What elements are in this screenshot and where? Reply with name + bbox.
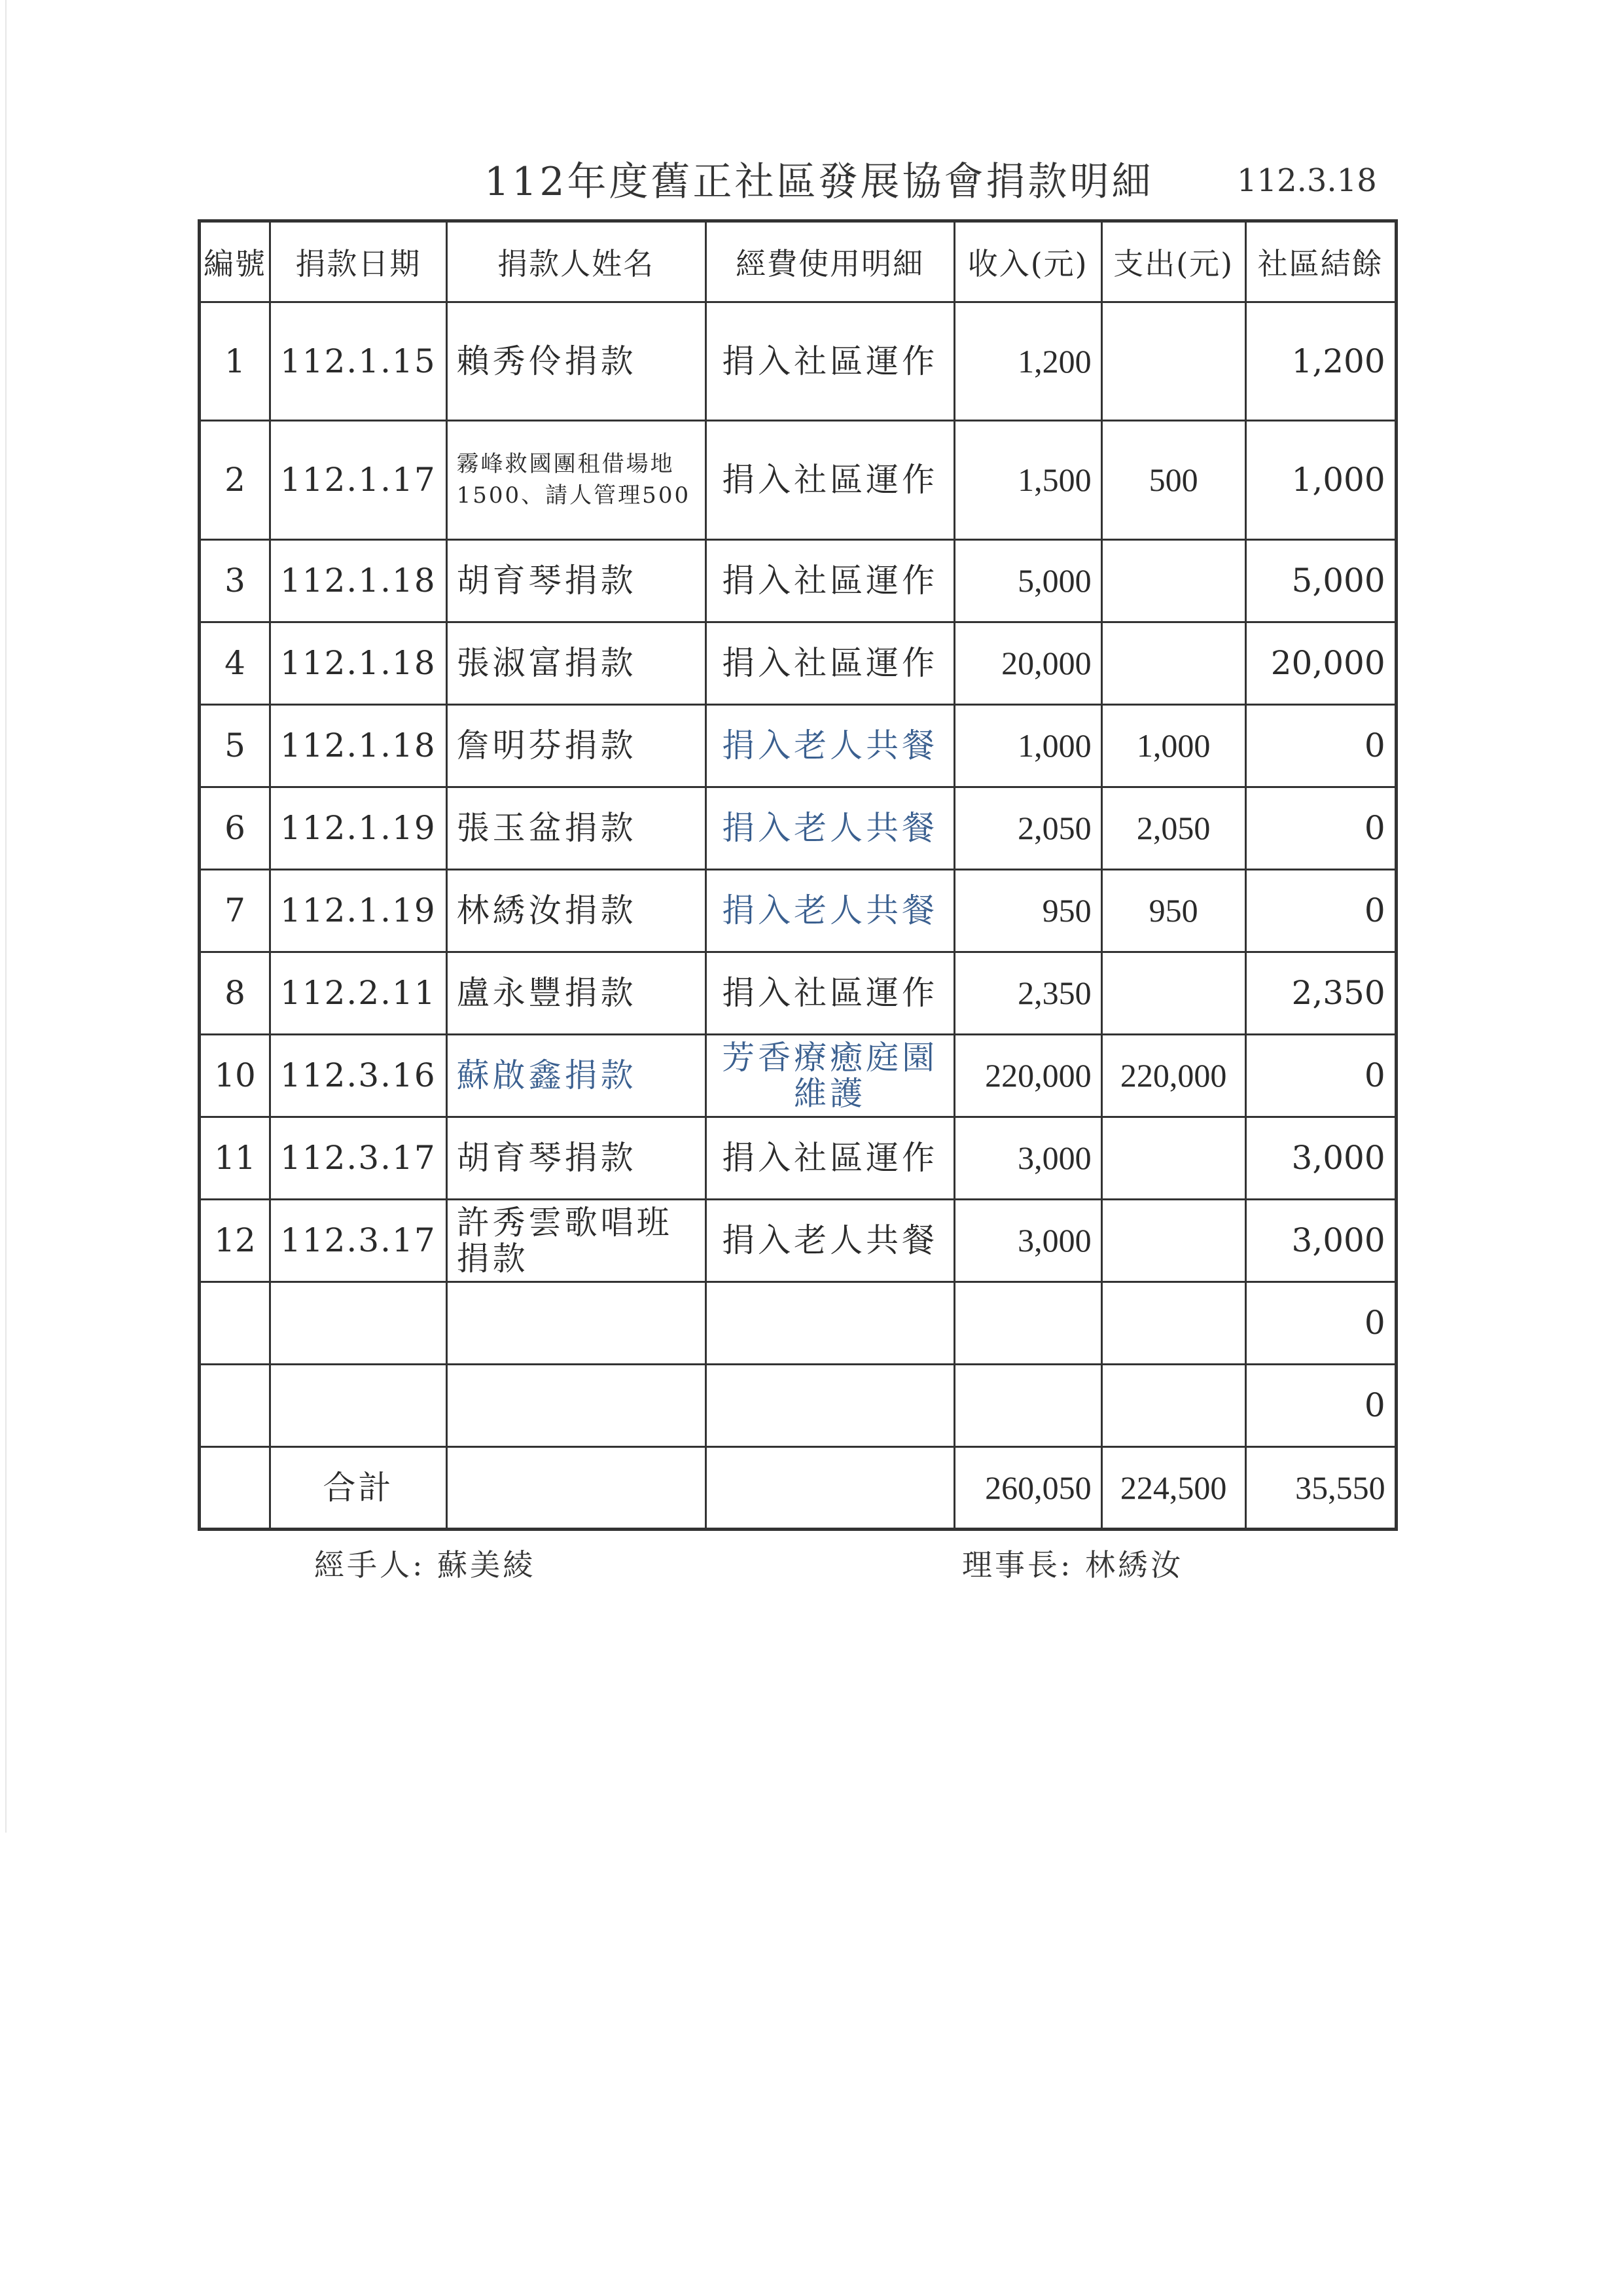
header-balance: 社區結餘 — [1245, 221, 1396, 302]
header-no: 編號 — [200, 221, 270, 302]
row-expense — [1101, 1282, 1245, 1365]
table-row — [200, 787, 1397, 870]
row-usage: 捐入社區運作 — [705, 952, 954, 1035]
document-date: 112.3.18 — [1237, 162, 1377, 199]
row-date: 112.2.11 — [270, 952, 447, 1035]
row-expense: 500 — [1101, 421, 1245, 540]
row-expense — [1101, 1117, 1245, 1200]
row-expense: 1,000 — [1101, 705, 1245, 787]
row-income: 1,500 — [954, 421, 1101, 540]
table-row — [200, 705, 1397, 787]
row-no: 5 — [200, 705, 270, 787]
row-balance: 3,000 — [1245, 1200, 1396, 1282]
row-balance: 1,000 — [1245, 421, 1396, 540]
table-row — [200, 302, 1397, 421]
header-income: 收入(元) — [954, 221, 1101, 302]
row-balance: 0 — [1245, 1282, 1396, 1365]
document-title: 112年度舊正社區發展協會捐款明細 — [484, 159, 1154, 205]
row-no: 3 — [200, 540, 270, 622]
row-expense: 2,050 — [1101, 787, 1245, 870]
row-date — [270, 1282, 447, 1365]
row-usage: 捐入老人共餐 — [705, 705, 954, 787]
row-usage: 芳香療癒庭園維護 — [705, 1035, 954, 1117]
row-date: 112.1.18 — [270, 622, 447, 705]
row-date: 112.3.17 — [270, 1200, 447, 1282]
row-usage — [705, 1282, 954, 1365]
row-income — [954, 1282, 1101, 1365]
total-expense: 224,500 — [1101, 1447, 1245, 1530]
row-balance: 5,000 — [1245, 540, 1396, 622]
row-name: 霧峰救國團租借場地1500、請人管理500 — [446, 421, 705, 540]
row-usage: 捐入社區運作 — [705, 302, 954, 421]
row-name: 胡育琴捐款 — [446, 1117, 705, 1200]
row-income: 220,000 — [954, 1035, 1101, 1117]
row-usage — [705, 1365, 954, 1447]
table-row — [200, 870, 1397, 952]
row-no: 7 — [200, 870, 270, 952]
row-balance: 2,350 — [1245, 952, 1396, 1035]
header-expense: 支出(元) — [1101, 221, 1245, 302]
row-date — [270, 1365, 447, 1447]
row-expense — [1101, 302, 1245, 421]
donation-table — [198, 219, 1398, 1531]
table-row — [200, 1117, 1397, 1200]
row-name: 賴秀伶捐款 — [446, 302, 705, 421]
row-expense — [1101, 1365, 1245, 1447]
row-no: 1 — [200, 302, 270, 421]
row-balance: 1,200 — [1245, 302, 1396, 421]
row-date: 112.1.18 — [270, 705, 447, 787]
row-usage: 捐入社區運作 — [705, 622, 954, 705]
row-expense — [1101, 952, 1245, 1035]
total-label: 合計 — [270, 1447, 447, 1530]
row-expense: 220,000 — [1101, 1035, 1245, 1117]
row-balance: 0 — [1245, 870, 1396, 952]
row-expense: 950 — [1101, 870, 1245, 952]
row-income: 20,000 — [954, 622, 1101, 705]
row-date: 112.1.15 — [270, 302, 447, 421]
row-income: 950 — [954, 870, 1101, 952]
row-name: 張玉盆捐款 — [446, 787, 705, 870]
row-income — [954, 1365, 1101, 1447]
row-income: 2,050 — [954, 787, 1101, 870]
row-balance: 0 — [1245, 705, 1396, 787]
row-usage: 捐入社區運作 — [705, 421, 954, 540]
scan-edge-line — [5, 0, 7, 1833]
row-name: 張淑富捐款 — [446, 622, 705, 705]
row-date: 112.1.19 — [270, 787, 447, 870]
header-date: 捐款日期 — [270, 221, 447, 302]
row-income: 1,200 — [954, 302, 1101, 421]
row-expense — [1101, 622, 1245, 705]
row-usage: 捐入老人共餐 — [705, 787, 954, 870]
row-usage: 捐入社區運作 — [705, 540, 954, 622]
table-row — [200, 1365, 1397, 1447]
row-balance: 0 — [1245, 1035, 1396, 1117]
row-no: 4 — [200, 622, 270, 705]
row-name — [446, 1365, 705, 1447]
row-name: 盧永豐捐款 — [446, 952, 705, 1035]
row-date: 112.1.18 — [270, 540, 447, 622]
row-date: 112.1.17 — [270, 421, 447, 540]
row-no — [200, 1282, 270, 1365]
table-row — [200, 952, 1397, 1035]
row-income: 5,000 — [954, 540, 1101, 622]
row-usage: 捐入社區運作 — [705, 1117, 954, 1200]
header-usage: 經費使用明細 — [705, 221, 954, 302]
row-balance: 0 — [1245, 1365, 1396, 1447]
header-name: 捐款人姓名 — [446, 221, 705, 302]
table-row — [200, 1200, 1397, 1282]
row-name: 許秀雲歌唱班捐款 — [446, 1200, 705, 1282]
total-balance: 35,550 — [1245, 1447, 1396, 1530]
row-no: 6 — [200, 787, 270, 870]
row-date: 112.3.16 — [270, 1035, 447, 1117]
row-no: 8 — [200, 952, 270, 1035]
row-income: 1,000 — [954, 705, 1101, 787]
row-balance: 20,000 — [1245, 622, 1396, 705]
row-income: 3,000 — [954, 1200, 1101, 1282]
table-row — [200, 421, 1397, 540]
table-total-row — [200, 1447, 1397, 1530]
row-no: 2 — [200, 421, 270, 540]
row-usage: 捐入老人共餐 — [705, 870, 954, 952]
row-expense — [1101, 1200, 1245, 1282]
table-row — [200, 1035, 1397, 1117]
row-name — [446, 1282, 705, 1365]
row-balance: 0 — [1245, 787, 1396, 870]
total-usage-cell — [705, 1447, 954, 1530]
total-no-cell — [200, 1447, 270, 1530]
table-header-row — [200, 221, 1397, 302]
row-date: 112.1.19 — [270, 870, 447, 952]
handler-signature: 經手人: 蘇美綾 — [314, 1547, 536, 1583]
row-name: 詹明芬捐款 — [446, 705, 705, 787]
row-name: 胡育琴捐款 — [446, 540, 705, 622]
row-no: 12 — [200, 1200, 270, 1282]
row-expense — [1101, 540, 1245, 622]
row-no: 10 — [200, 1035, 270, 1117]
row-no: 11 — [200, 1117, 270, 1200]
row-usage: 捐入老人共餐 — [705, 1200, 954, 1282]
row-no — [200, 1365, 270, 1447]
row-income: 3,000 — [954, 1117, 1101, 1200]
table-row — [200, 1282, 1397, 1365]
row-date: 112.3.17 — [270, 1117, 447, 1200]
table-row — [200, 622, 1397, 705]
row-balance: 3,000 — [1245, 1117, 1396, 1200]
row-name: 林綉汝捐款 — [446, 870, 705, 952]
table-row — [200, 540, 1397, 622]
row-income: 2,350 — [954, 952, 1101, 1035]
row-name: 蘇啟鑫捐款 — [446, 1035, 705, 1117]
total-name-cell — [446, 1447, 705, 1530]
chairman-signature: 理事長: 林綉汝 — [962, 1547, 1184, 1583]
total-income: 260,050 — [954, 1447, 1101, 1530]
